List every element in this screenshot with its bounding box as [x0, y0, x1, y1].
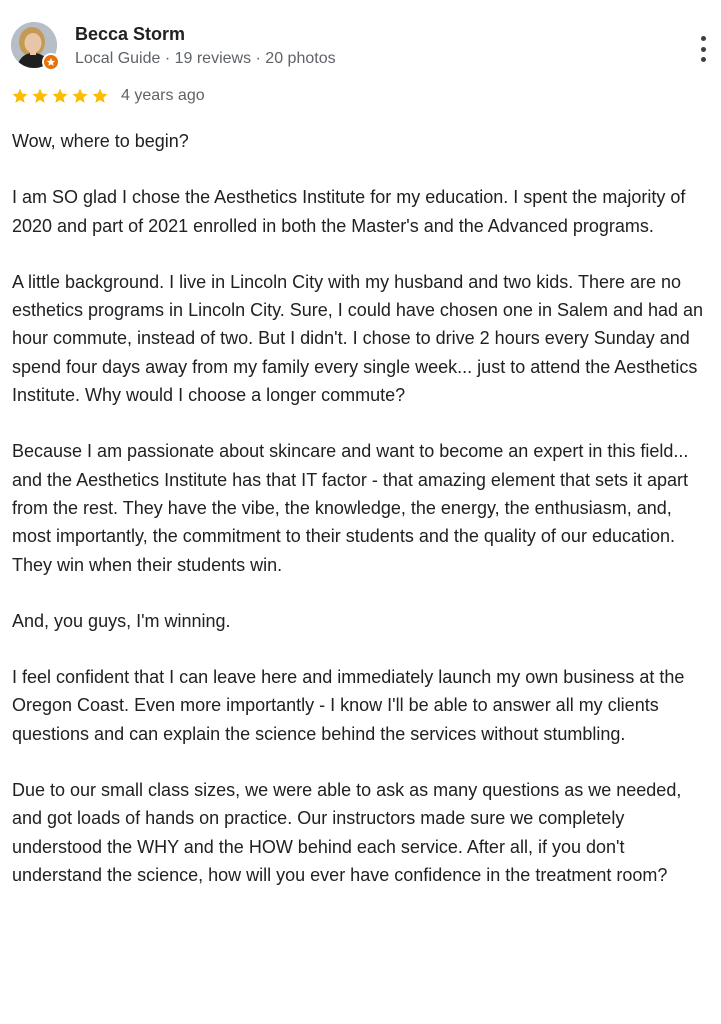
review-paragraph: Because I am passionate about skincare and want to become an expert in this field... and the Aesthetics Institute has that IT factor - that amazing element that sets it apart from the rest. They have the vibe, the knowledge, the energy, the enthusiasm, and, most importantly, the commitment to their students and the quality of our education. They win when their students win. [12, 441, 689, 575]
star-rating [11, 87, 109, 105]
review-paragraph: I feel confident that I can leave here and immediately launch my own business at the Oregon Coast. Even more importantly - I know I'll be able to answer all my clients questions and can explain the science behind the services without stumbling. [12, 667, 685, 744]
more-options-button[interactable] [693, 34, 713, 64]
review-paragraph: I am SO glad I chose the Aesthetics Institute for my education. I spent the majority of 2020 and part of 2021 enrolled in both the Master's and the Advanced programs. [12, 187, 686, 236]
review-paragraph: Due to our small class sizes, we were able to ask as many questions as we needed, and got loads of hands on practice. Our instructors made sure we completely understood the WHY and the HOW behind each service. After all, if you don't understand the science, how will you ever have confidence in the treatment room? [12, 780, 682, 885]
review-paragraph: A little background. I live in Lincoln City with my husband and two kids. There are no esthetics programs in Lincoln City. Sure, I could have chosen one in Salem and had an hour commute, instead of two. But I didn't. I chose to drive 2 hours every Sunday and spend four days away from my family every single week... just to attend the Aesthetics Institute. Why would I choose a longer commute? [12, 271, 704, 406]
more-vert-icon [701, 57, 706, 62]
local-guide-star-icon [46, 57, 56, 67]
star-filled-icon [31, 87, 49, 105]
local-guide-badge [42, 53, 60, 71]
star-filled-icon [91, 87, 109, 105]
star-filled-icon [11, 87, 29, 105]
review-text [12, 127, 715, 917]
review-header [0, 0, 721, 84]
reviewer-name[interactable]: Becca Storm [75, 24, 186, 44]
more-vert-icon [701, 47, 706, 52]
more-vert-icon [701, 36, 706, 41]
reviewer-avatar[interactable] [11, 22, 59, 70]
reviewer-meta[interactable]: Local Guide · 19 reviews · 20 photos [75, 50, 336, 67]
review-date: 4 years ago [121, 87, 205, 104]
star-filled-icon [71, 87, 89, 105]
star-filled-icon [51, 87, 69, 105]
review-paragraph: Wow, where to begin? [12, 131, 189, 151]
rating-row [11, 87, 205, 105]
review-paragraph: And, you guys, I'm winning. [12, 610, 231, 631]
